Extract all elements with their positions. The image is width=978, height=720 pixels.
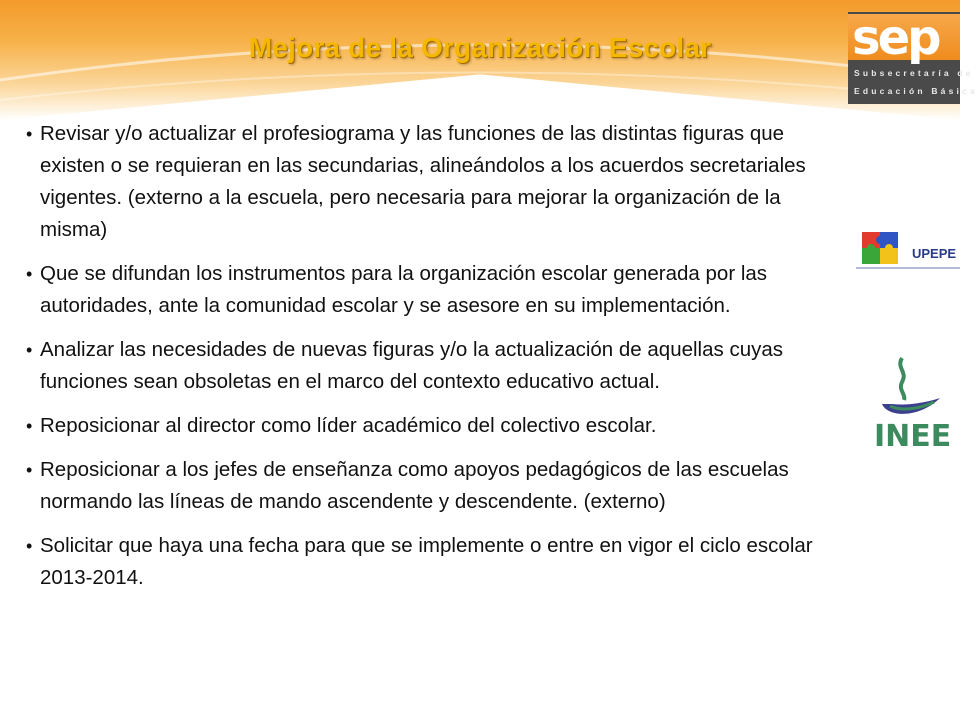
bullet-dot: • bbox=[26, 264, 33, 284]
list-item bbox=[26, 118, 848, 246]
inee-label: INEE bbox=[874, 419, 952, 454]
bullet-dot: • bbox=[26, 340, 33, 360]
bullet-dot: • bbox=[26, 416, 33, 436]
sep-logo bbox=[848, 10, 978, 104]
bullet-text: Analizar las necesidades de nuevas figuras y/o la actualización de aquellas cuyas funciones sean obsoletas en el marco del contexto educativo actual. bbox=[40, 338, 784, 393]
list-item bbox=[26, 454, 848, 518]
list-item bbox=[26, 410, 848, 442]
bullet-text: Revisar y/o actualizar el profesiograma y las funciones de las distintas figuras que existen o se requieran en las secundarias, alineándolos a los acuerdos secretariales vigentes. (externo a la escuela, pero necesaria para mejorar la organización de la misma) bbox=[40, 122, 806, 241]
sep-line-2: Educación Básica bbox=[854, 86, 978, 96]
list-item bbox=[26, 334, 848, 398]
bullet-list bbox=[26, 118, 848, 606]
bullet-dot: • bbox=[26, 124, 33, 144]
list-item bbox=[26, 530, 848, 594]
slide-title: Mejora de la Organización Escolar bbox=[248, 32, 712, 63]
sep-line-1: Subsecretaría de bbox=[854, 68, 974, 78]
bullet-dot: • bbox=[26, 460, 33, 480]
sep-logo-text: sep bbox=[852, 10, 939, 66]
bullet-text: Reposicionar a los jefes de enseñanza como apoyos pedagógicos de las escuelas normando las líneas de mando ascendente y descendente. (externo) bbox=[40, 458, 789, 513]
bullet-text: Reposicionar al director como líder académico del colectivo escolar. bbox=[40, 414, 657, 437]
list-item bbox=[26, 258, 848, 322]
bullet-dot: • bbox=[26, 536, 33, 556]
bullet-text: Solicitar que haya una fecha para que se implemente o entre en vigor el ciclo escolar 2013-2014. bbox=[40, 534, 813, 589]
inee-logo bbox=[868, 352, 952, 456]
inee-lamp-icon bbox=[868, 352, 952, 456]
bullet-text: Que se difundan los instrumentos para la organización escolar generada por las autoridades, ante la comunidad escolar y se asesore en su implementación. bbox=[40, 262, 768, 317]
upepe-label: UPEPE bbox=[912, 246, 957, 261]
upepe-logo bbox=[856, 226, 960, 274]
sep-brand-block bbox=[848, 10, 960, 66]
